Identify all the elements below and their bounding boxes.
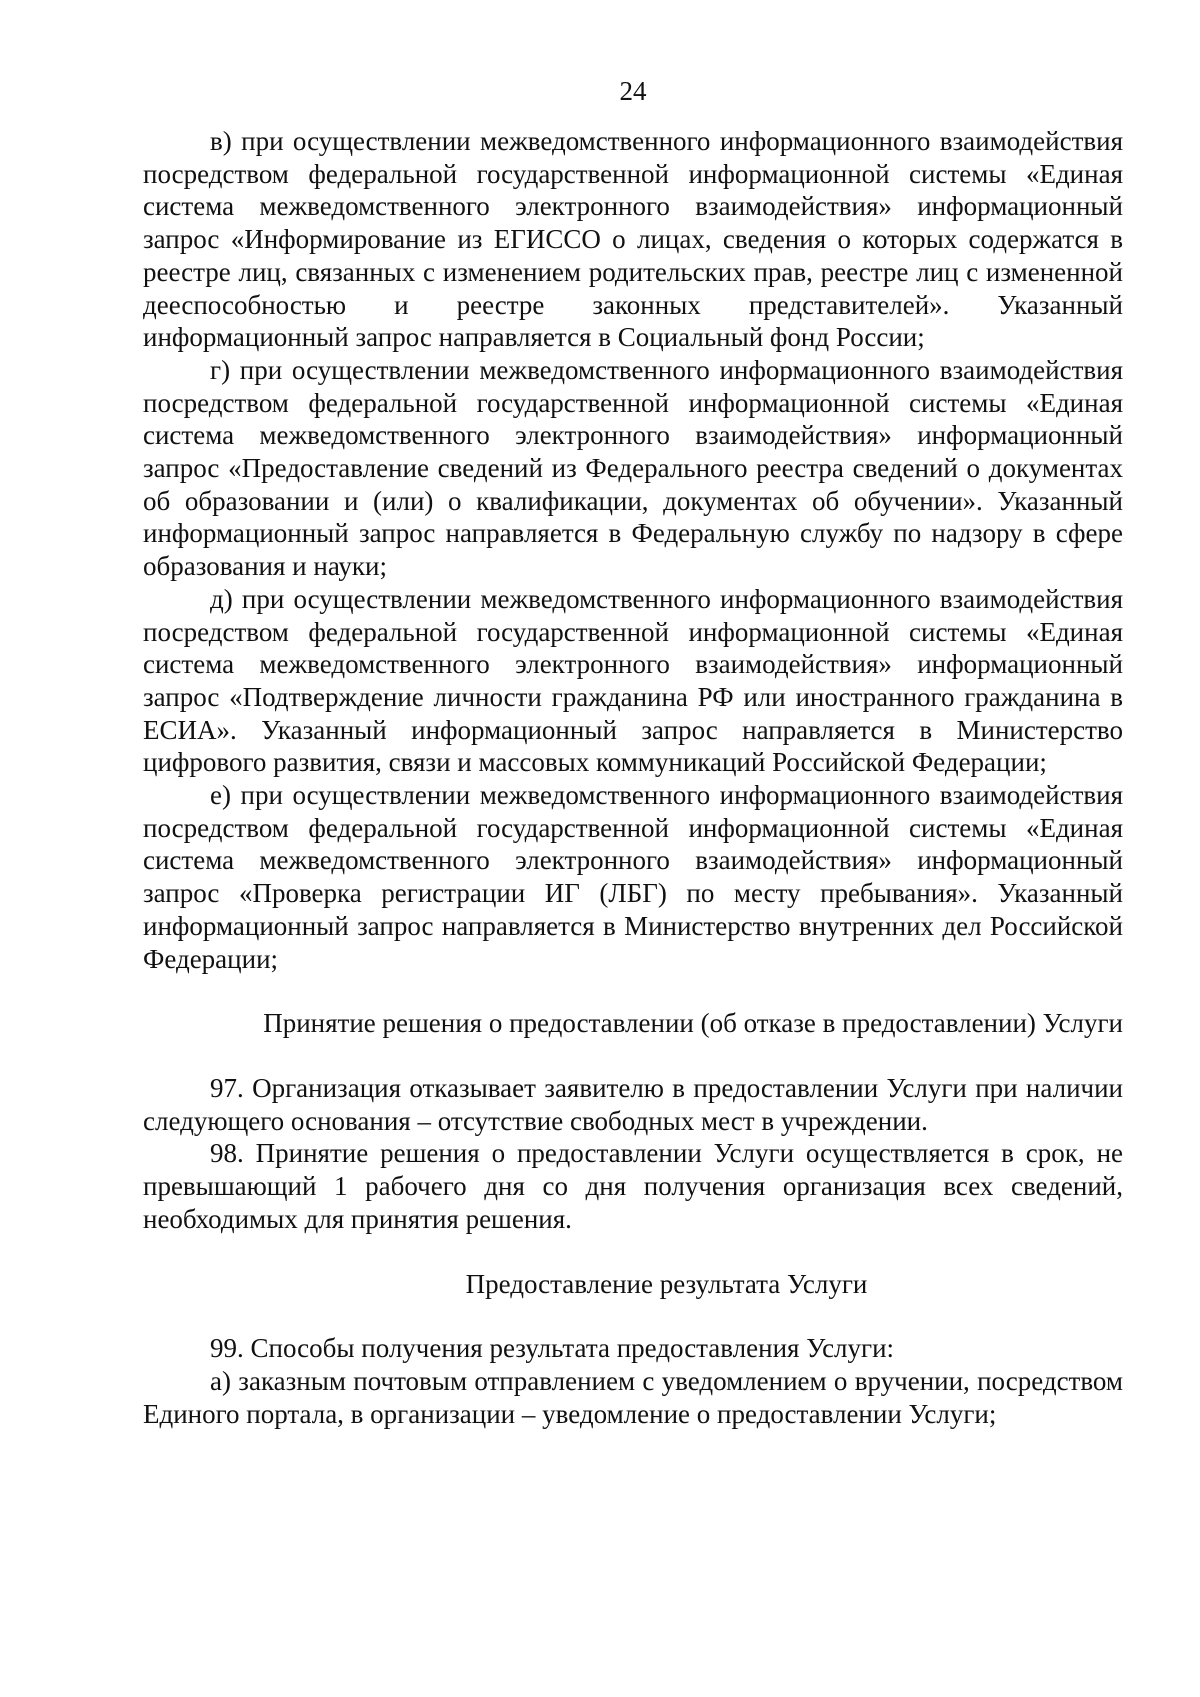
paragraph-d: д) при осуществлении межведомственного информационного взаимодействия посредством федеральной государственной информационной системы «Единая система межведомственного электронного взаимодействия» информационный запрос «Подтверждение личности гражданина РФ или иностранного гражданина в ЕСИА». Указанный информационный запрос направляется в Министерство цифрового развития, связи и массовых коммуникаций Российской Федерации; <box>143 583 1123 778</box>
paragraph-98: 98. Принятие решения о предоставлении Услуги осуществляется в срок, не превышающий 1 рабочего дня со дня получения организация всех сведений, необходимых для принятия решения. <box>143 1138 1123 1234</box>
section-heading-decision: Принятие решения о предоставлении (об отказе в предоставлении) Услуги <box>263 1008 1123 1039</box>
spacer <box>143 1040 1123 1072</box>
document-page <box>143 0 1123 1697</box>
spacer <box>143 1300 1123 1332</box>
paragraph-g: г) при осуществлении межведомственного информационного взаимодействия посредством федеральной государственной информационной системы «Единая система межведомственного электронного взаимодействия» информационный запрос «Предоставление сведений из Федерального реестра сведений о документах об образовании и (или) о квалификации, документах об обучении». Указанный информационный запрос направляется в Федеральную службу по надзору в сфере образования и науки; <box>143 354 1123 582</box>
spacer <box>143 975 1123 1007</box>
spacer <box>143 1236 1123 1268</box>
paragraph-a: а) заказным почтовым отправлением с уведомлением о вручении, посредством Единого портала, в организации – уведомление о предоставлении Услуги; <box>143 1365 1123 1429</box>
section-heading-result: Предоставление результата Услуги <box>465 1268 868 1299</box>
paragraph-e: е) при осуществлении межведомственного информационного взаимодействия посредством федеральной государственной информационной системы «Единая система межведомственного электронного взаимодействия» информационный запрос «Проверка регистрации ИГ (ЛБГ) по месту пребывания». Указанный информационный запрос направляется в Министерство внутренних дел Российской Федерации; <box>143 780 1123 974</box>
page-number: 24 <box>619 76 647 106</box>
document-body <box>143 125 1123 1430</box>
paragraph-97: 97. Организация отказывает заявителю в предоставлении Услуги при наличии следующего основания – отсутствие свободных мест в учреждении. <box>143 1072 1123 1136</box>
paragraph-v: в) при осуществлении межведомственного информационного взаимодействия посредством федеральной государственной информационной системы «Единая система межведомственного электронного взаимодействия» информационный запрос «Информирование из ЕГИССО о лицах, сведения о которых содержатся в реестре лиц, связанных с изменением родительских прав, реестре лиц с измененной дееспособностью и реестре законных представителей». Указанный информационный запрос направляется в Социальный фонд России; <box>143 126 1123 353</box>
paragraph-99: 99. Способы получения результата предоставления Услуги: <box>210 1333 895 1364</box>
